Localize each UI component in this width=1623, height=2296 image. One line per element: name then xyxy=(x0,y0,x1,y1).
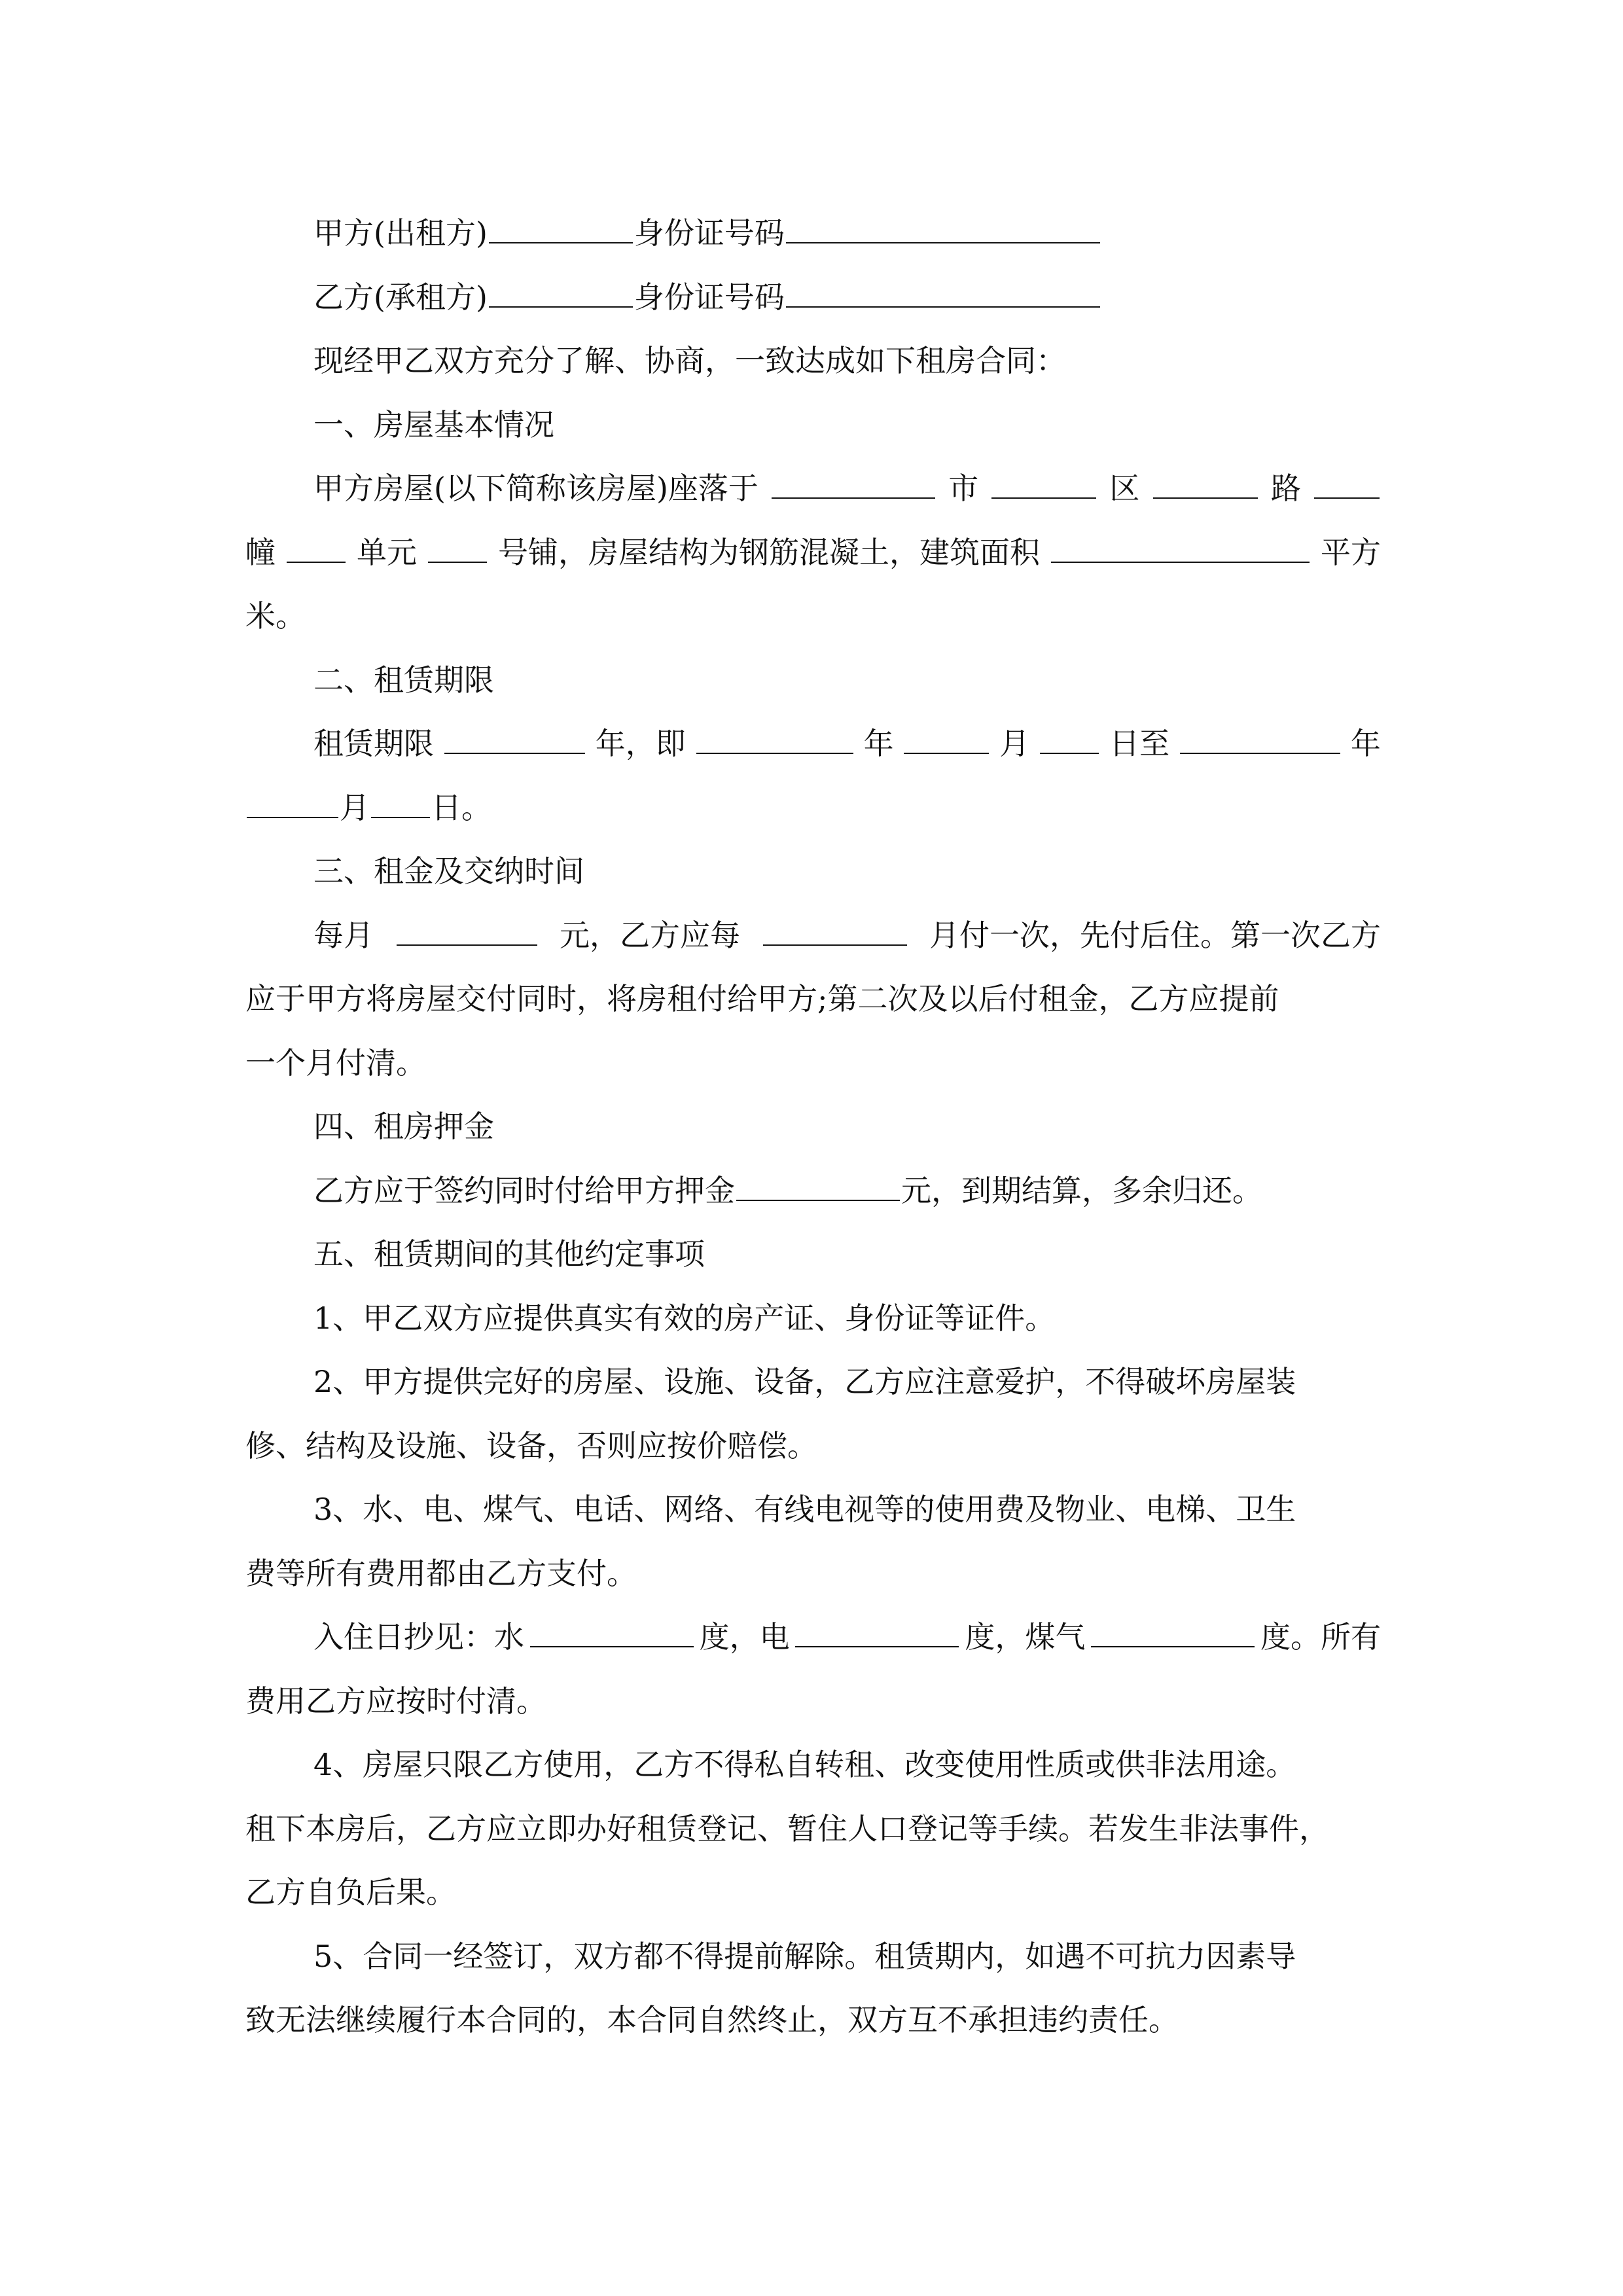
section4-title-text: 四、租房押金 xyxy=(313,1109,494,1144)
year2-text: 年 xyxy=(1350,726,1381,761)
party-b-name-blank[interactable] xyxy=(489,278,633,308)
end-month-blank[interactable] xyxy=(247,788,338,818)
section2-line1 xyxy=(245,712,1381,776)
degree-elec-text: 度，电 xyxy=(699,1619,790,1655)
section4-title xyxy=(245,1095,1381,1159)
party-b-id-blank[interactable] xyxy=(786,278,1100,308)
pay-period-blank[interactable] xyxy=(763,916,907,946)
term-label: 租赁期限 xyxy=(313,726,434,761)
item2-line2 xyxy=(245,1414,1381,1479)
day-to-text: 日至 xyxy=(1109,726,1170,761)
district-blank[interactable] xyxy=(1153,469,1258,499)
section5-title xyxy=(245,1223,1381,1287)
section4-line1 xyxy=(245,1159,1381,1223)
party-a-id-label: 身份证号码 xyxy=(633,215,785,251)
section2-title xyxy=(245,649,1381,713)
year-ji-text: 年，即 xyxy=(595,726,686,761)
sqm-text: 平方 xyxy=(1321,534,1381,570)
gas-meter-blank[interactable] xyxy=(1091,1617,1255,1647)
monthly-text: 每月 xyxy=(313,917,374,953)
deposit-blank[interactable] xyxy=(736,1171,900,1201)
section3-line3 xyxy=(245,1031,1381,1096)
item2-text-2: 修、结构及设施、设备，否则应按价赔偿。 xyxy=(245,1427,817,1463)
item4-line3 xyxy=(245,1861,1381,1925)
start-year-blank[interactable] xyxy=(696,724,853,754)
party-b-id-label: 身份证号码 xyxy=(633,279,785,315)
city-blank[interactable] xyxy=(991,469,1096,499)
contract-document xyxy=(245,202,1381,2053)
party-b-label: 乙方(承租方) xyxy=(313,279,488,315)
section3-title-text: 三、租金及交纳时间 xyxy=(313,853,584,889)
meter-line1 xyxy=(245,1605,1381,1670)
item3-text-1: 3、水、电、煤气、电话、网络、有线电视等的使用费及物业、电梯、卫生 xyxy=(313,1492,1296,1527)
section1-title-text: 一、房屋基本情况 xyxy=(313,406,554,442)
start-day-blank[interactable] xyxy=(1040,724,1099,754)
item2-line1 xyxy=(245,1350,1381,1414)
item5-line1 xyxy=(245,1925,1381,1989)
section1-location-text: 甲方房屋(以下简称该房屋)座落于 xyxy=(313,471,758,506)
month2-text: 月 xyxy=(340,789,370,825)
item4-text-1: 4、房屋只限乙方使用，乙方不得私自转租、改变使用性质或供非法用途。 xyxy=(313,1747,1296,1782)
item4-line1 xyxy=(245,1733,1381,1797)
month-text: 月 xyxy=(999,726,1030,761)
item3-line1 xyxy=(245,1478,1381,1542)
party-a-name-blank[interactable] xyxy=(489,213,633,243)
sqm-end-text: 米。 xyxy=(245,598,306,634)
section1-title xyxy=(245,393,1381,457)
elec-meter-blank[interactable] xyxy=(795,1617,959,1647)
section3-line3-text: 一个月付清。 xyxy=(245,1045,426,1081)
item1-line xyxy=(245,1287,1381,1351)
area-blank[interactable] xyxy=(1051,533,1310,563)
yuan-b-text: 元，乙方应每 xyxy=(560,917,740,953)
pay-once-text: 月付一次，先付后住。第一次乙方 xyxy=(929,917,1381,953)
section2-title-text: 二、租赁期限 xyxy=(313,662,494,698)
section1-line1 xyxy=(245,457,1381,521)
location-blank[interactable] xyxy=(772,469,935,499)
year-text: 年 xyxy=(863,726,894,761)
deposit-text: 乙方应于签约同时付给甲方押金 xyxy=(313,1172,735,1208)
item4-text-3: 乙方自负后果。 xyxy=(245,1874,456,1910)
end-day-blank[interactable] xyxy=(371,788,430,818)
item3-text-2: 费等所有费用都由乙方支付。 xyxy=(245,1555,637,1591)
degree-all-text: 度。所有 xyxy=(1260,1619,1381,1655)
meter-line2 xyxy=(245,1670,1381,1734)
section1-line3 xyxy=(245,584,1381,649)
party-b-line xyxy=(245,266,1381,330)
shop-text: 号铺，房屋结构为钢筋混凝土，建筑面积 xyxy=(498,534,1040,570)
day2-text: 日。 xyxy=(431,789,491,825)
item5-text-2: 致无法继续履行本合同的，本合同自然终止，双方互不承担违约责任。 xyxy=(245,2002,1179,2037)
degree-gas-text: 度，煤气 xyxy=(965,1619,1086,1655)
item2-text-1: 2、甲方提供完好的房屋、设施、设备，乙方应注意爱护，不得破坏房屋装 xyxy=(313,1364,1296,1399)
end-year-blank[interactable] xyxy=(1180,724,1340,754)
building-blank[interactable] xyxy=(287,533,346,563)
item5-text-1: 5、合同一经签订，双方都不得提前解除。租赁期内，如遇不可抗力因素导 xyxy=(313,1938,1296,1974)
water-meter-blank[interactable] xyxy=(530,1617,694,1647)
item3-line2 xyxy=(245,1542,1381,1606)
section5-title-text: 五、租赁期间的其他约定事项 xyxy=(313,1236,705,1272)
intro-text: 现经甲乙双方充分了解、协商，一致达成如下租房合同： xyxy=(313,343,1066,378)
party-a-label: 甲方(出租方) xyxy=(313,215,488,251)
section3-line1 xyxy=(245,904,1381,968)
section3-line2-text: 应于甲方将房屋交付同时，将房租付给甲方;第二次及以后付租金，乙方应提前 xyxy=(245,981,1279,1016)
item4-line2 xyxy=(245,1797,1381,1861)
building-text: 幢 xyxy=(245,534,276,570)
meter-label: 入住日抄见：水 xyxy=(313,1619,524,1655)
district-text: 区 xyxy=(1109,471,1140,506)
meter-text-2: 费用乙方应按时付清。 xyxy=(245,1683,546,1719)
section3-line2 xyxy=(245,967,1381,1031)
start-month-blank[interactable] xyxy=(904,724,989,754)
section1-line2 xyxy=(245,521,1381,585)
item1-text: 1、甲乙双方应提供真实有效的房产证、身份证等证件。 xyxy=(313,1300,1056,1336)
intro-line xyxy=(245,329,1381,393)
item5-line2 xyxy=(245,1988,1381,2053)
unit-blank[interactable] xyxy=(428,533,487,563)
road-text: 路 xyxy=(1270,471,1301,506)
item4-text-2: 租下本房后，乙方应立即办好租赁登记、暂住人口登记等手续。若发生非法事件， xyxy=(245,1810,1329,1846)
section3-title xyxy=(245,840,1381,904)
section2-line2 xyxy=(245,776,1381,840)
deposit-end-text: 元，到期结算，多余归还。 xyxy=(901,1172,1262,1208)
city-text: 市 xyxy=(948,471,979,506)
party-a-id-blank[interactable] xyxy=(786,213,1100,243)
party-a-line xyxy=(245,202,1381,266)
road-blank[interactable] xyxy=(1314,469,1380,499)
unit-text: 单元 xyxy=(357,534,417,570)
monthly-rent-blank[interactable] xyxy=(397,916,537,946)
term-years-blank[interactable] xyxy=(444,724,585,754)
